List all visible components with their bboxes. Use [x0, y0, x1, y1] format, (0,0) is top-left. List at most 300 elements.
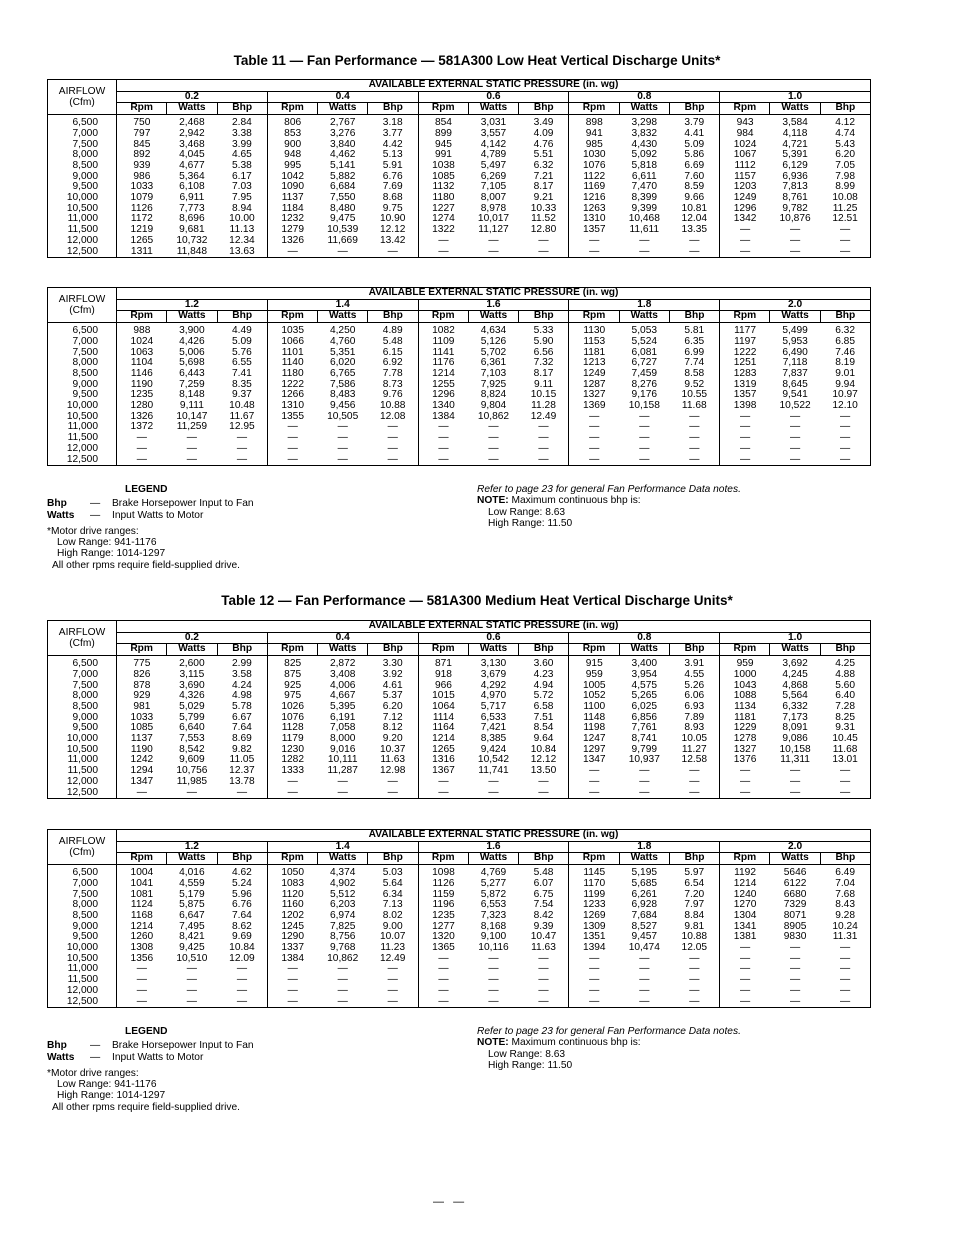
value-cell: 6,611: [631, 170, 657, 182]
value-cell: 8.94: [232, 202, 252, 214]
value-cell: 5.64: [382, 877, 403, 889]
value-cell: —: [569, 975, 619, 986]
value-cell: 878: [117, 681, 167, 692]
value-cell: 5.78: [232, 700, 252, 712]
airflow-cell: 10,000: [66, 942, 98, 954]
value-cell: 5,029: [179, 700, 205, 712]
value-cell: 7,684: [631, 909, 658, 921]
value-cell: —: [267, 964, 317, 975]
value-cell: 1197: [720, 337, 770, 348]
value-cell: 10.08: [832, 192, 858, 204]
value-cell: 7,058: [329, 722, 356, 734]
pressure-header: 0.2: [117, 632, 268, 644]
value-cell: 4,245: [782, 668, 808, 680]
airflow-cell: 11,000: [67, 213, 98, 225]
value-cell: 11.68: [832, 743, 858, 755]
value-cell: —: [789, 775, 801, 787]
value-cell: 12.08: [379, 410, 406, 422]
value-cell: —: [569, 766, 619, 777]
value-cell: 943: [720, 115, 770, 129]
value-cell: 6,765: [329, 367, 356, 379]
value-cell: 10,756: [176, 765, 208, 777]
value-cell: 10.07: [379, 931, 406, 943]
value-cell: 6,640: [179, 722, 205, 734]
value-cell: —: [789, 963, 801, 975]
legend-desc-watts: Input Watts to Motor: [112, 509, 204, 521]
value-cell: —: [488, 974, 499, 986]
sub-header: Watts: [770, 644, 820, 656]
value-cell: 6,261: [631, 888, 658, 900]
value-cell: —: [639, 432, 650, 444]
value-cell: —: [267, 788, 317, 799]
value-cell: 7.60: [684, 170, 705, 182]
value-cell: 11.63: [531, 942, 556, 954]
value-cell: 6.15: [382, 346, 403, 358]
value-cell: 12.49: [379, 952, 406, 964]
pressure-header: 1.4: [267, 841, 418, 853]
value-cell: —: [236, 984, 247, 996]
value-cell: —: [538, 442, 549, 454]
value-cell: —: [689, 245, 700, 257]
value-cell: 1190: [117, 380, 167, 391]
value-cell: 1304: [720, 911, 770, 922]
value-cell: 13.50: [530, 765, 557, 777]
value-cell: 898: [569, 115, 619, 129]
value-cell: 1347: [569, 755, 619, 766]
value-cell: —: [337, 453, 348, 465]
value-cell: —: [789, 432, 801, 444]
value-cell: 1365: [418, 943, 468, 954]
value-cell: 3.60: [533, 658, 554, 670]
value-cell: 1141: [418, 348, 468, 359]
value-cell: 10.81: [681, 202, 708, 214]
value-cell: 7.46: [835, 346, 856, 358]
value-cell: 6,020: [329, 357, 356, 369]
value-cell: 8,824: [480, 389, 507, 401]
value-cell: 6,490: [782, 346, 808, 358]
value-cell: —: [689, 952, 700, 964]
value-cell: —: [538, 984, 549, 996]
value-cell: 9,541: [782, 389, 808, 401]
value-cell: 3,692: [782, 658, 808, 670]
airflow-cell: 9,000: [72, 378, 98, 390]
value-cell: —: [569, 788, 619, 799]
value-cell: —: [236, 974, 247, 986]
value-cell: 9,424: [480, 743, 507, 755]
value-cell: 1079: [117, 193, 167, 204]
sub-header: Rpm: [569, 644, 619, 656]
value-cell: 7,813: [782, 181, 808, 193]
sub-header: Bhp: [820, 853, 870, 865]
value-cell: 6,647: [179, 909, 205, 921]
value-cell: 959: [569, 670, 619, 681]
value-cell: —: [387, 963, 398, 975]
value-cell: 8,421: [179, 931, 205, 943]
value-cell: 4,006: [329, 679, 356, 691]
value-cell: 5.26: [684, 679, 705, 691]
value-cell: —: [789, 421, 801, 433]
value-cell: 4.42: [382, 138, 403, 150]
value-cell: 3,468: [179, 138, 205, 150]
value-cell: 9.69: [232, 931, 252, 943]
value-cell: 3,115: [179, 668, 205, 680]
value-cell: —: [267, 444, 317, 455]
value-cell: 3,298: [631, 117, 658, 129]
value-cell: 5.60: [835, 679, 856, 691]
value-cell: 10.84: [530, 743, 557, 755]
airflow-cell: 11,500: [67, 974, 98, 986]
value-cell: 9,457: [631, 931, 658, 943]
value-cell: 4.12: [835, 117, 856, 129]
value-cell: 7,470: [631, 181, 658, 193]
value-cell: 9.81: [684, 920, 705, 932]
value-cell: —: [387, 245, 398, 257]
value-cell: 3,276: [329, 127, 356, 139]
sub-header: Rpm: [418, 644, 468, 656]
value-cell: 6,684: [329, 181, 356, 193]
value-cell: —: [840, 245, 851, 257]
value-cell: 1280: [117, 401, 167, 412]
value-cell: 10.45: [832, 733, 858, 745]
value-cell: 8.73: [382, 378, 403, 390]
value-cell: 5,053: [631, 325, 658, 337]
value-cell: 6,129: [782, 159, 808, 171]
value-cell: 1274: [418, 214, 468, 225]
sub-header: Watts: [318, 311, 368, 323]
value-cell: 10.00: [229, 213, 255, 225]
value-cell: 6.58: [533, 700, 554, 712]
value-cell: —: [488, 432, 499, 444]
airflow-cell: 11,500: [67, 224, 98, 236]
value-cell: 1263: [569, 204, 619, 215]
value-cell: 7.32: [533, 357, 554, 369]
notes-2: Refer to page 23 for general Fan Performance Data notes. NOTE: Maximum continuous bhp is: Low Range: 8.63 High Range: 11.50: [477, 1026, 741, 1071]
value-cell: 899: [418, 129, 468, 140]
value-cell: 8.25: [835, 711, 856, 723]
value-cell: 5.03: [382, 867, 403, 879]
sub-header: Bhp: [820, 311, 870, 323]
airflow-cell: 8,500: [72, 159, 98, 171]
airflow-cell: 12,500: [66, 995, 98, 1007]
value-cell: 8.59: [684, 181, 705, 193]
value-cell: 11.13: [229, 224, 255, 236]
value-cell: 6.67: [232, 711, 252, 723]
value-cell: —: [720, 236, 770, 247]
value-cell: 5,395: [329, 700, 356, 712]
value-cell: 7,118: [782, 357, 808, 369]
value-cell: 6,361: [480, 357, 507, 369]
value-cell: —: [337, 786, 348, 798]
value-cell: —: [569, 954, 619, 965]
value-cell: 8,761: [782, 192, 808, 204]
table-12-title: Table 12 — Fan Performance — 581A300 Medium Heat Vertical Discharge Units*: [221, 593, 733, 608]
value-cell: 13.35: [681, 224, 708, 236]
value-cell: —: [720, 986, 770, 997]
pressure-header: 0.2: [117, 91, 268, 103]
value-cell: —: [186, 453, 197, 465]
sub-header: Watts: [619, 311, 669, 323]
value-cell: 5,364: [179, 170, 205, 182]
value-cell: 3.77: [382, 127, 403, 139]
value-cell: 3,840: [329, 138, 356, 150]
value-cell: —: [538, 421, 549, 433]
sub-header: Watts: [770, 853, 820, 865]
value-cell: 5,126: [480, 335, 507, 347]
value-cell: 5.86: [684, 149, 705, 161]
value-cell: —: [488, 984, 499, 996]
value-cell: 4.74: [835, 127, 856, 139]
motor-ranges-title: *Motor drive ranges:: [47, 525, 139, 537]
value-cell: 1196: [418, 900, 468, 911]
value-cell: 7.05: [835, 159, 856, 171]
value-cell: 8,385: [480, 733, 507, 745]
airflow-cell: 10,500: [66, 743, 98, 755]
value-cell: —: [720, 777, 770, 788]
airflow-cell: 11,500: [67, 432, 98, 444]
value-cell: 1153: [569, 337, 619, 348]
value-cell: 1114: [418, 713, 468, 724]
page-footer: — —: [433, 1196, 465, 1208]
value-cell: 10.90: [379, 213, 406, 225]
value-cell: 10,937: [628, 754, 660, 766]
value-cell: 10.47: [530, 931, 557, 943]
value-cell: —: [840, 786, 851, 798]
value-cell: 5,179: [179, 888, 205, 900]
value-cell: 1024: [117, 337, 167, 348]
value-cell: —: [720, 455, 770, 466]
value-cell: —: [789, 974, 801, 986]
value-cell: —: [569, 433, 619, 444]
value-cell: —: [267, 433, 317, 444]
value-cell: —: [418, 777, 468, 788]
value-cell: 5.91: [382, 159, 403, 171]
value-cell: 7.89: [684, 711, 705, 723]
value-cell: 1132: [418, 182, 468, 193]
value-cell: 2,767: [329, 117, 356, 129]
airflow-cell: 7,000: [72, 127, 98, 139]
value-cell: 985: [569, 140, 619, 151]
value-cell: 9.64: [533, 733, 554, 745]
value-cell: 8,483: [329, 389, 356, 401]
airflow-cell: 12,000: [66, 234, 98, 246]
pressure-header: 0.6: [418, 632, 569, 644]
value-cell: 1326: [267, 236, 317, 247]
value-cell: 11,741: [478, 765, 509, 777]
value-cell: 1311: [117, 247, 167, 258]
value-cell: 1229: [720, 723, 770, 734]
value-cell: 1347: [117, 777, 167, 788]
pressure-header: 2.0: [720, 299, 871, 311]
value-cell: 750: [117, 115, 167, 129]
value-cell: 4,250: [329, 325, 356, 337]
value-cell: —: [267, 422, 317, 433]
value-cell: 1064: [418, 702, 468, 713]
value-cell: 1242: [117, 755, 167, 766]
value-cell: 6.55: [232, 357, 252, 369]
value-cell: 4.65: [232, 149, 252, 161]
value-cell: 8,741: [631, 733, 658, 745]
value-cell: 8.12: [382, 722, 403, 734]
value-cell: —: [720, 997, 770, 1008]
value-cell: —: [569, 986, 619, 997]
value-cell: —: [639, 421, 650, 433]
value-cell: 1355: [267, 412, 317, 423]
value-cell: 1249: [720, 193, 770, 204]
value-cell: 845: [117, 140, 167, 151]
value-cell: 5.43: [835, 138, 856, 150]
value-cell: —: [720, 225, 770, 236]
value-cell: —: [337, 442, 348, 454]
static-pressure-header: AVAILABLE EXTERNAL STATIC PRESSURE (in. wg): [117, 830, 871, 842]
value-cell: 10,147: [176, 410, 208, 422]
sub-header: Bhp: [519, 853, 569, 865]
value-cell: 7.97: [684, 899, 705, 911]
value-cell: 9,016: [329, 743, 356, 755]
sub-header: Bhp: [820, 644, 870, 656]
airflow-cell: 10,000: [66, 733, 98, 745]
value-cell: —: [689, 234, 700, 246]
value-cell: 1067: [720, 150, 770, 161]
value-cell: 1033: [117, 182, 167, 193]
value-cell: 1164: [418, 723, 468, 734]
table-row: [48, 455, 871, 466]
value-cell: 1199: [569, 890, 619, 901]
value-cell: 1101: [267, 348, 317, 359]
value-cell: 9,609: [179, 754, 205, 766]
value-cell: 3.58: [232, 668, 252, 680]
sub-header: Bhp: [217, 311, 267, 323]
value-cell: 10.97: [832, 389, 858, 401]
value-cell: 6,974: [329, 909, 356, 921]
airflow-cell: 6,500: [72, 658, 98, 670]
value-cell: 9830: [783, 931, 807, 943]
value-cell: —: [186, 974, 197, 986]
value-cell: 1369: [569, 401, 619, 412]
airflow-cell: 12,500: [66, 453, 98, 465]
value-cell: 1052: [569, 691, 619, 702]
value-cell: —: [236, 963, 247, 975]
value-cell: —: [639, 442, 650, 454]
airflow-cell: 12,500: [66, 786, 98, 798]
value-cell: 10,111: [327, 754, 358, 766]
value-cell: 9,111: [179, 400, 204, 412]
value-cell: 5,391: [782, 149, 808, 161]
sub-header: Rpm: [267, 311, 317, 323]
value-cell: —: [840, 453, 851, 465]
value-cell: 3,584: [782, 117, 808, 129]
value-cell: —: [840, 224, 851, 236]
value-cell: 7.68: [835, 888, 856, 900]
value-cell: —: [418, 975, 468, 986]
sub-header: Watts: [468, 853, 518, 865]
value-cell: 8.35: [232, 378, 252, 390]
value-cell: 1342: [720, 214, 770, 225]
value-cell: 8905: [783, 920, 807, 932]
value-cell: 2.84: [232, 117, 252, 129]
sub-header: Rpm: [569, 311, 619, 323]
value-cell: —: [488, 453, 499, 465]
table-row: [48, 323, 871, 337]
value-cell: —: [418, 444, 468, 455]
pressure-header: 0.4: [267, 91, 418, 103]
value-cell: 875: [267, 670, 317, 681]
value-cell: 1216: [569, 193, 619, 204]
value-cell: —: [639, 765, 650, 777]
value-cell: 6.76: [232, 899, 252, 911]
airflow-cell: 7,500: [72, 888, 98, 900]
value-cell: 1277: [418, 922, 468, 933]
value-cell: —: [639, 984, 650, 996]
value-cell: 1203: [720, 182, 770, 193]
sub-header: Watts: [318, 103, 368, 115]
value-cell: 1192: [720, 865, 770, 879]
value-cell: 10.88: [681, 931, 708, 943]
value-cell: 1235: [117, 390, 167, 401]
value-cell: —: [840, 234, 851, 246]
value-cell: 5.81: [684, 325, 705, 337]
value-cell: 6,533: [480, 711, 507, 723]
value-cell: 5,717: [480, 700, 507, 712]
value-cell: 6,727: [631, 357, 658, 369]
value-cell: 4,868: [782, 679, 808, 691]
value-cell: 6.20: [382, 700, 403, 712]
value-cell: —: [538, 786, 549, 798]
airflow-cell: 9,000: [72, 711, 98, 723]
value-cell: 9.28: [835, 909, 856, 921]
value-cell: 5,872: [480, 888, 507, 900]
value-cell: 8,527: [631, 920, 658, 932]
value-cell: 5,875: [179, 899, 205, 911]
value-cell: 6,936: [782, 170, 808, 182]
value-cell: 7,553: [179, 733, 205, 745]
value-cell: 1041: [117, 879, 167, 890]
legend-2: LEGEND Bhp — Brake Horsepower Input to Fan Watts — Input Watts to Motor *Motor drive ranges: Low Range: 941-1176 High Range: 1014-1297 All other rpms require field-supplied drive.: [47, 1026, 254, 1113]
value-cell: 1085: [117, 723, 167, 734]
value-cell: 1247: [569, 734, 619, 745]
value-cell: —: [789, 995, 801, 1007]
sub-header: Rpm: [720, 103, 770, 115]
value-cell: 1122: [569, 172, 619, 183]
value-cell: 6.54: [684, 877, 705, 889]
sub-header: Rpm: [117, 311, 167, 323]
value-cell: 1043: [720, 681, 770, 692]
value-cell: 1235: [418, 911, 468, 922]
value-cell: 4,634: [480, 325, 507, 337]
value-cell: 5,953: [782, 335, 808, 347]
value-cell: —: [418, 964, 468, 975]
value-cell: 7,773: [179, 202, 205, 214]
value-cell: —: [840, 775, 851, 787]
value-cell: 11,127: [478, 224, 509, 236]
airflow-cell: 12,500: [66, 245, 98, 257]
value-cell: 941: [569, 129, 619, 140]
value-cell: 7.98: [835, 170, 856, 182]
value-cell: —: [720, 788, 770, 799]
sub-header: Watts: [167, 644, 217, 656]
value-cell: 6,928: [631, 899, 658, 911]
value-cell: 3,679: [480, 668, 507, 680]
value-cell: 1145: [569, 865, 619, 879]
value-cell: 1181: [569, 348, 619, 359]
value-cell: 4.62: [232, 867, 252, 879]
value-cell: 1157: [720, 172, 770, 183]
value-cell: 9,425: [179, 942, 205, 954]
value-cell: 10.55: [681, 389, 708, 401]
value-cell: 4.98: [232, 690, 252, 702]
value-cell: 3.49: [533, 117, 554, 129]
airflow-cell: 8,000: [72, 149, 98, 161]
table-row: [48, 865, 871, 879]
